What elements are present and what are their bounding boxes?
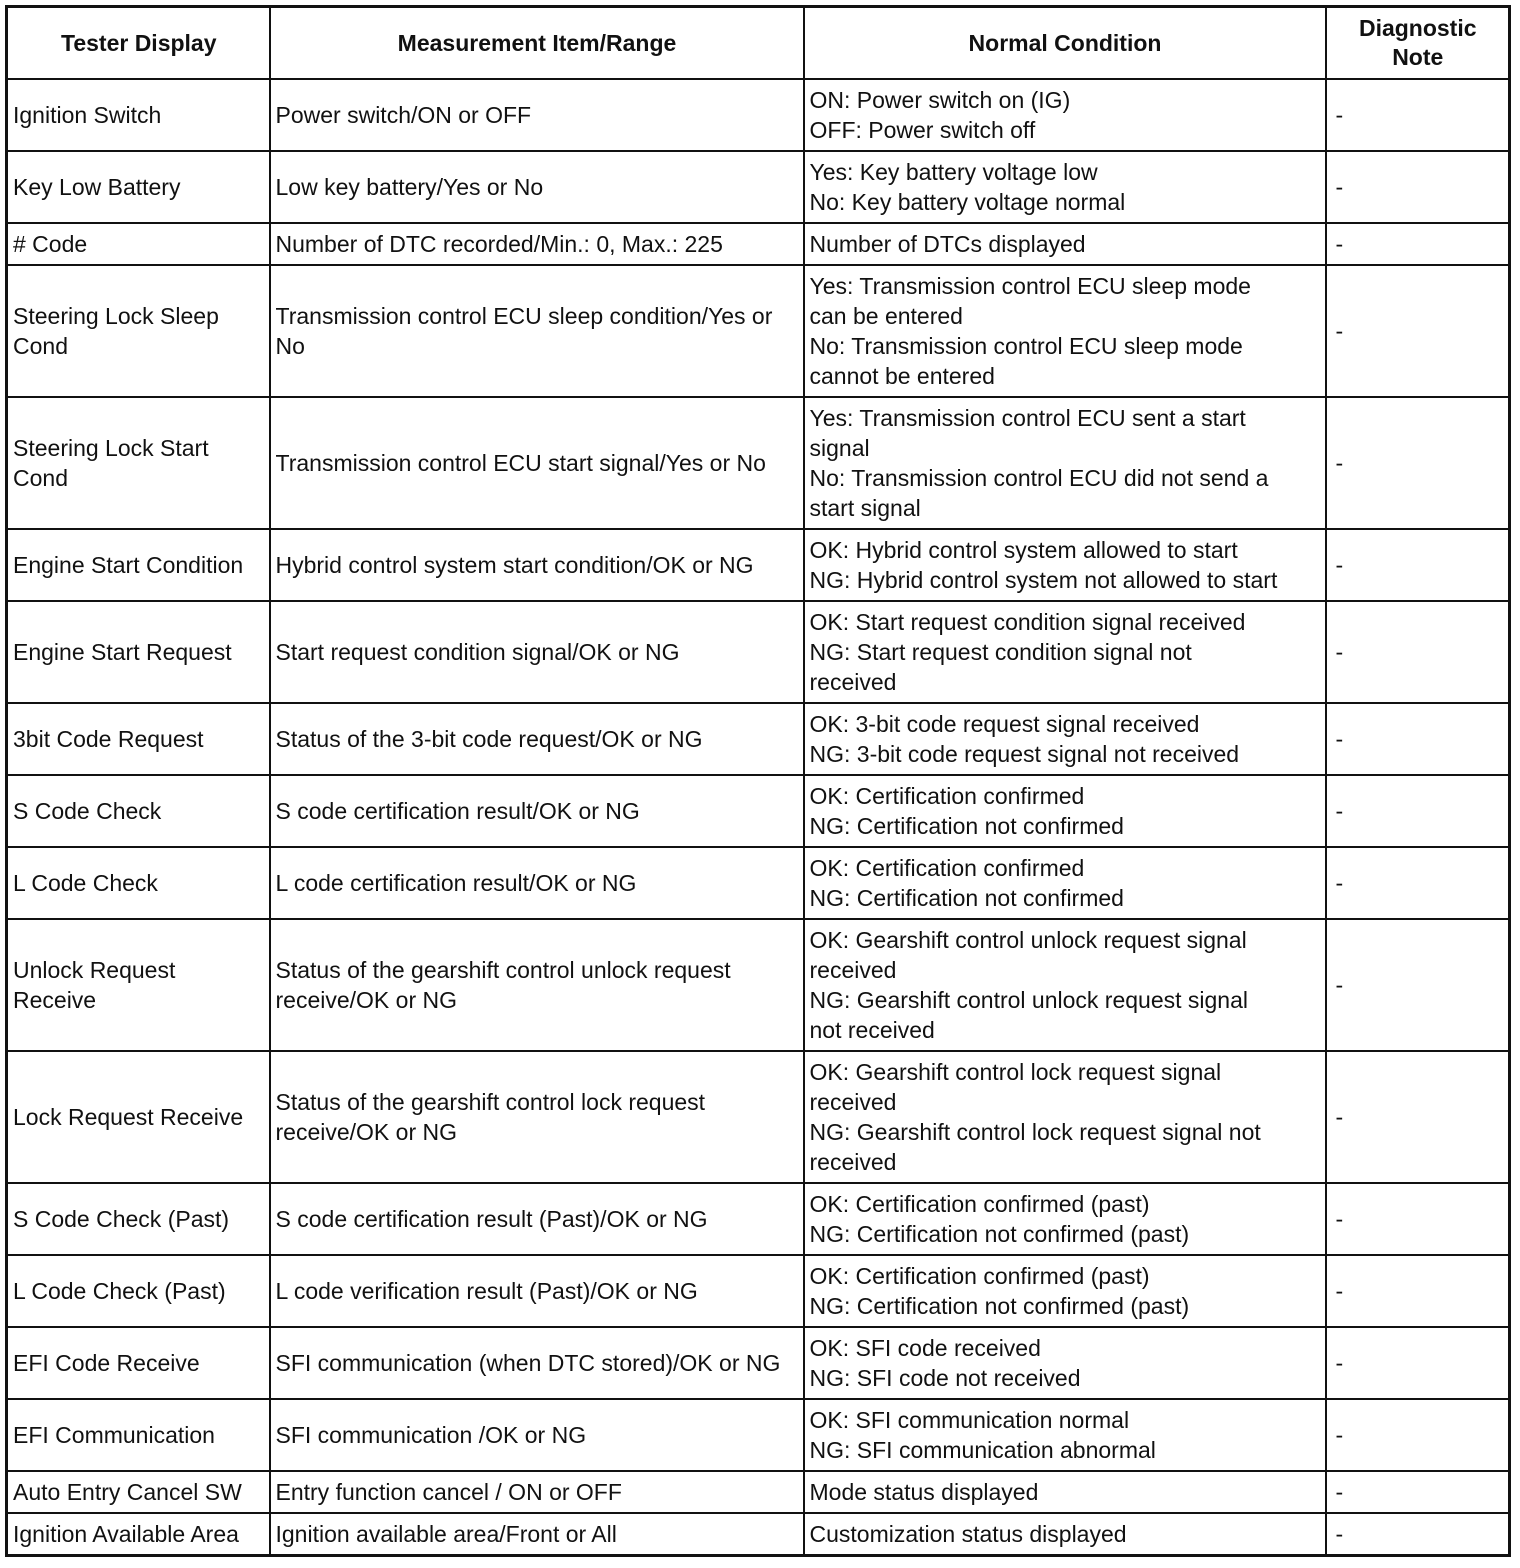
condition-line: OK: Gearshift control lock request signal received (809, 1059, 1222, 1115)
diagnostic-note-cell: - (1326, 1051, 1510, 1183)
condition-line: Yes: Key battery voltage low (809, 159, 1098, 185)
measurement-item-cell: Ignition available area/Front or All (270, 1513, 804, 1555)
normal-condition-cell (804, 703, 1326, 775)
normal-condition-cell (804, 1399, 1326, 1471)
tester-display-cell: Key Low Battery (7, 151, 270, 223)
table-row (7, 703, 1510, 775)
table-row (7, 775, 1510, 847)
diagnostic-note-cell: - (1326, 1471, 1510, 1513)
condition-line: OK: Certification confirmed (past) (809, 1191, 1150, 1217)
tester-display-cell: Steering Lock Sleep Cond (7, 265, 270, 397)
table-row (7, 223, 1510, 265)
condition-line: NG: SFI communication abnormal (809, 1437, 1156, 1463)
tester-display-cell: S Code Check (7, 775, 270, 847)
measurement-item-cell: Transmission control ECU start signal/Yes or No (270, 397, 804, 529)
normal-condition-cell (804, 775, 1326, 847)
condition-line: NG: Hybrid control system not allowed to start (809, 567, 1278, 593)
normal-condition-cell (804, 79, 1326, 151)
measurement-item-cell: Status of the 3-bit code request/OK or NG (270, 703, 804, 775)
condition-line: NG: Certification not confirmed (809, 885, 1124, 911)
measurement-item-cell: SFI communication (when DTC stored)/OK or NG (270, 1327, 804, 1399)
normal-condition-cell (804, 529, 1326, 601)
measurement-item-cell: SFI communication /OK or NG (270, 1399, 804, 1471)
normal-condition-cell (804, 1327, 1326, 1399)
diagnostic-note-cell: - (1326, 1399, 1510, 1471)
measurement-item-cell: Number of DTC recorded/Min.: 0, Max.: 225 (270, 223, 804, 265)
condition-line: No: Key battery voltage normal (809, 189, 1126, 215)
measurement-item-cell: Power switch/ON or OFF (270, 79, 804, 151)
condition-line: OK: Start request condition signal received (809, 609, 1246, 635)
diagnostic-note-cell: - (1326, 1327, 1510, 1399)
condition-line: OK: SFI communication normal (809, 1407, 1130, 1433)
normal-condition-cell (804, 1051, 1326, 1183)
condition-line: Customization status displayed (809, 1520, 1127, 1547)
normal-condition-cell (804, 1513, 1326, 1555)
condition-line: NG: Certification not confirmed (809, 813, 1124, 839)
measurement-item-cell: L code certification result/OK or NG (270, 847, 804, 919)
header-diagnostic-note: Diagnostic Note (1326, 7, 1510, 80)
condition-line: NG: Gearshift control unlock request signal not received (809, 987, 1248, 1043)
diagnostic-note-cell: - (1326, 79, 1510, 151)
condition-line: NG: 3-bit code request signal not received (809, 741, 1240, 767)
normal-condition-cell (804, 1255, 1326, 1327)
diagnostic-note-cell: - (1326, 397, 1510, 529)
table-row (7, 1327, 1510, 1399)
condition-line: NG: Start request condition signal not received (809, 639, 1192, 695)
tester-display-cell: L Code Check (7, 847, 270, 919)
table-row (7, 79, 1510, 151)
diagnostic-note-cell: - (1326, 223, 1510, 265)
tester-display-cell: Lock Request Receive (7, 1051, 270, 1183)
diagnostic-note-cell: - (1326, 151, 1510, 223)
tester-display-cell: # Code (7, 223, 270, 265)
tester-display-cell: Steering Lock Start Cond (7, 397, 270, 529)
diagnostic-note-cell: - (1326, 265, 1510, 397)
table-row (7, 1183, 1510, 1255)
tester-display-cell: Ignition Available Area (7, 1513, 270, 1555)
tester-display-cell: EFI Communication (7, 1399, 270, 1471)
tester-display-cell: Ignition Switch (7, 79, 270, 151)
table-row (7, 1051, 1510, 1183)
data-list-table (5, 5, 1511, 1557)
condition-line: NG: Certification not confirmed (past) (809, 1293, 1190, 1319)
table-row (7, 529, 1510, 601)
header-row (7, 7, 1510, 80)
condition-line: Yes: Transmission control ECU sent a start signal (809, 405, 1246, 461)
normal-condition-cell (804, 265, 1326, 397)
condition-line: OK: Certification confirmed (809, 783, 1085, 809)
normal-condition-cell (804, 919, 1326, 1051)
condition-line: OK: Gearshift control unlock request signal received (809, 927, 1247, 983)
measurement-item-cell: Status of the gearshift control lock request receive/OK or NG (270, 1051, 804, 1183)
condition-line: Yes: Transmission control ECU sleep mode can be entered (809, 273, 1251, 329)
condition-line: No: Transmission control ECU did not send a start signal (809, 465, 1269, 521)
table-row (7, 919, 1510, 1051)
normal-condition-cell (804, 1471, 1326, 1513)
condition-line: OK: Certification confirmed (past) (809, 1263, 1150, 1289)
condition-line: ON: Power switch on (IG) (809, 87, 1071, 113)
condition-line: NG: SFI code not received (809, 1365, 1081, 1391)
tester-display-cell: S Code Check (Past) (7, 1183, 270, 1255)
tester-display-cell: EFI Code Receive (7, 1327, 270, 1399)
diagnostic-note-cell: - (1326, 703, 1510, 775)
diagnostic-note-cell: - (1326, 775, 1510, 847)
measurement-item-cell: S code certification result (Past)/OK or NG (270, 1183, 804, 1255)
condition-line: NG: Gearshift control lock request signal not received (809, 1119, 1261, 1175)
measurement-item-cell: Start request condition signal/OK or NG (270, 601, 804, 703)
header-tester-display: Tester Display (7, 7, 270, 80)
diagnostic-note-cell: - (1326, 1513, 1510, 1555)
diagnostic-note-cell: - (1326, 529, 1510, 601)
condition-line: No: Transmission control ECU sleep mode cannot be entered (809, 333, 1243, 389)
condition-line: OK: 3-bit code request signal received (809, 711, 1200, 737)
condition-line: OK: SFI code received (809, 1335, 1041, 1361)
normal-condition-cell (804, 1183, 1326, 1255)
diagnostic-note-cell: - (1326, 847, 1510, 919)
diagnostic-note-cell: - (1326, 601, 1510, 703)
diagnostic-note-cell: - (1326, 919, 1510, 1051)
diagnostic-note-cell: - (1326, 1183, 1510, 1255)
table-row (7, 847, 1510, 919)
table-row (7, 265, 1510, 397)
tester-display-cell: Engine Start Condition (7, 529, 270, 601)
normal-condition-cell (804, 397, 1326, 529)
tester-display-cell: Unlock Request Receive (7, 919, 270, 1051)
condition-line: Mode status displayed (809, 1479, 1039, 1505)
table-row (7, 1255, 1510, 1327)
table-row (7, 1471, 1510, 1513)
condition-line: Number of DTCs displayed (809, 231, 1086, 257)
condition-line: OK: Certification confirmed (809, 855, 1085, 881)
condition-line: NG: Certification not confirmed (past) (809, 1221, 1190, 1247)
table-row (7, 601, 1510, 703)
measurement-item-cell: Status of the gearshift control unlock request receive/OK or NG (270, 919, 804, 1051)
table-row (7, 151, 1510, 223)
header-normal-condition: Normal Condition (804, 7, 1326, 80)
measurement-item-cell: Entry function cancel / ON or OFF (270, 1471, 804, 1513)
table-row (7, 397, 1510, 529)
tester-display-cell: 3bit Code Request (7, 703, 270, 775)
tester-display-cell: L Code Check (Past) (7, 1255, 270, 1327)
diagnostic-note-cell: - (1326, 1255, 1510, 1327)
measurement-item-cell: Hybrid control system start condition/OK or NG (270, 529, 804, 601)
table-row (7, 1513, 1510, 1555)
normal-condition-cell (804, 601, 1326, 703)
normal-condition-cell (804, 223, 1326, 265)
condition-line: OFF: Power switch off (809, 117, 1036, 143)
table-row (7, 1399, 1510, 1471)
measurement-item-cell: Transmission control ECU sleep condition/Yes or No (270, 265, 804, 397)
tester-display-cell: Engine Start Request (7, 601, 270, 703)
normal-condition-cell (804, 847, 1326, 919)
tester-display-cell: Auto Entry Cancel SW (7, 1471, 270, 1513)
measurement-item-cell: L code verification result (Past)/OK or NG (270, 1255, 804, 1327)
normal-condition-cell (804, 151, 1326, 223)
header-measurement-item: Measurement Item/Range (270, 7, 804, 80)
condition-line: OK: Hybrid control system allowed to start (809, 537, 1238, 563)
measurement-item-cell: S code certification result/OK or NG (270, 775, 804, 847)
measurement-item-cell: Low key battery/Yes or No (270, 151, 804, 223)
